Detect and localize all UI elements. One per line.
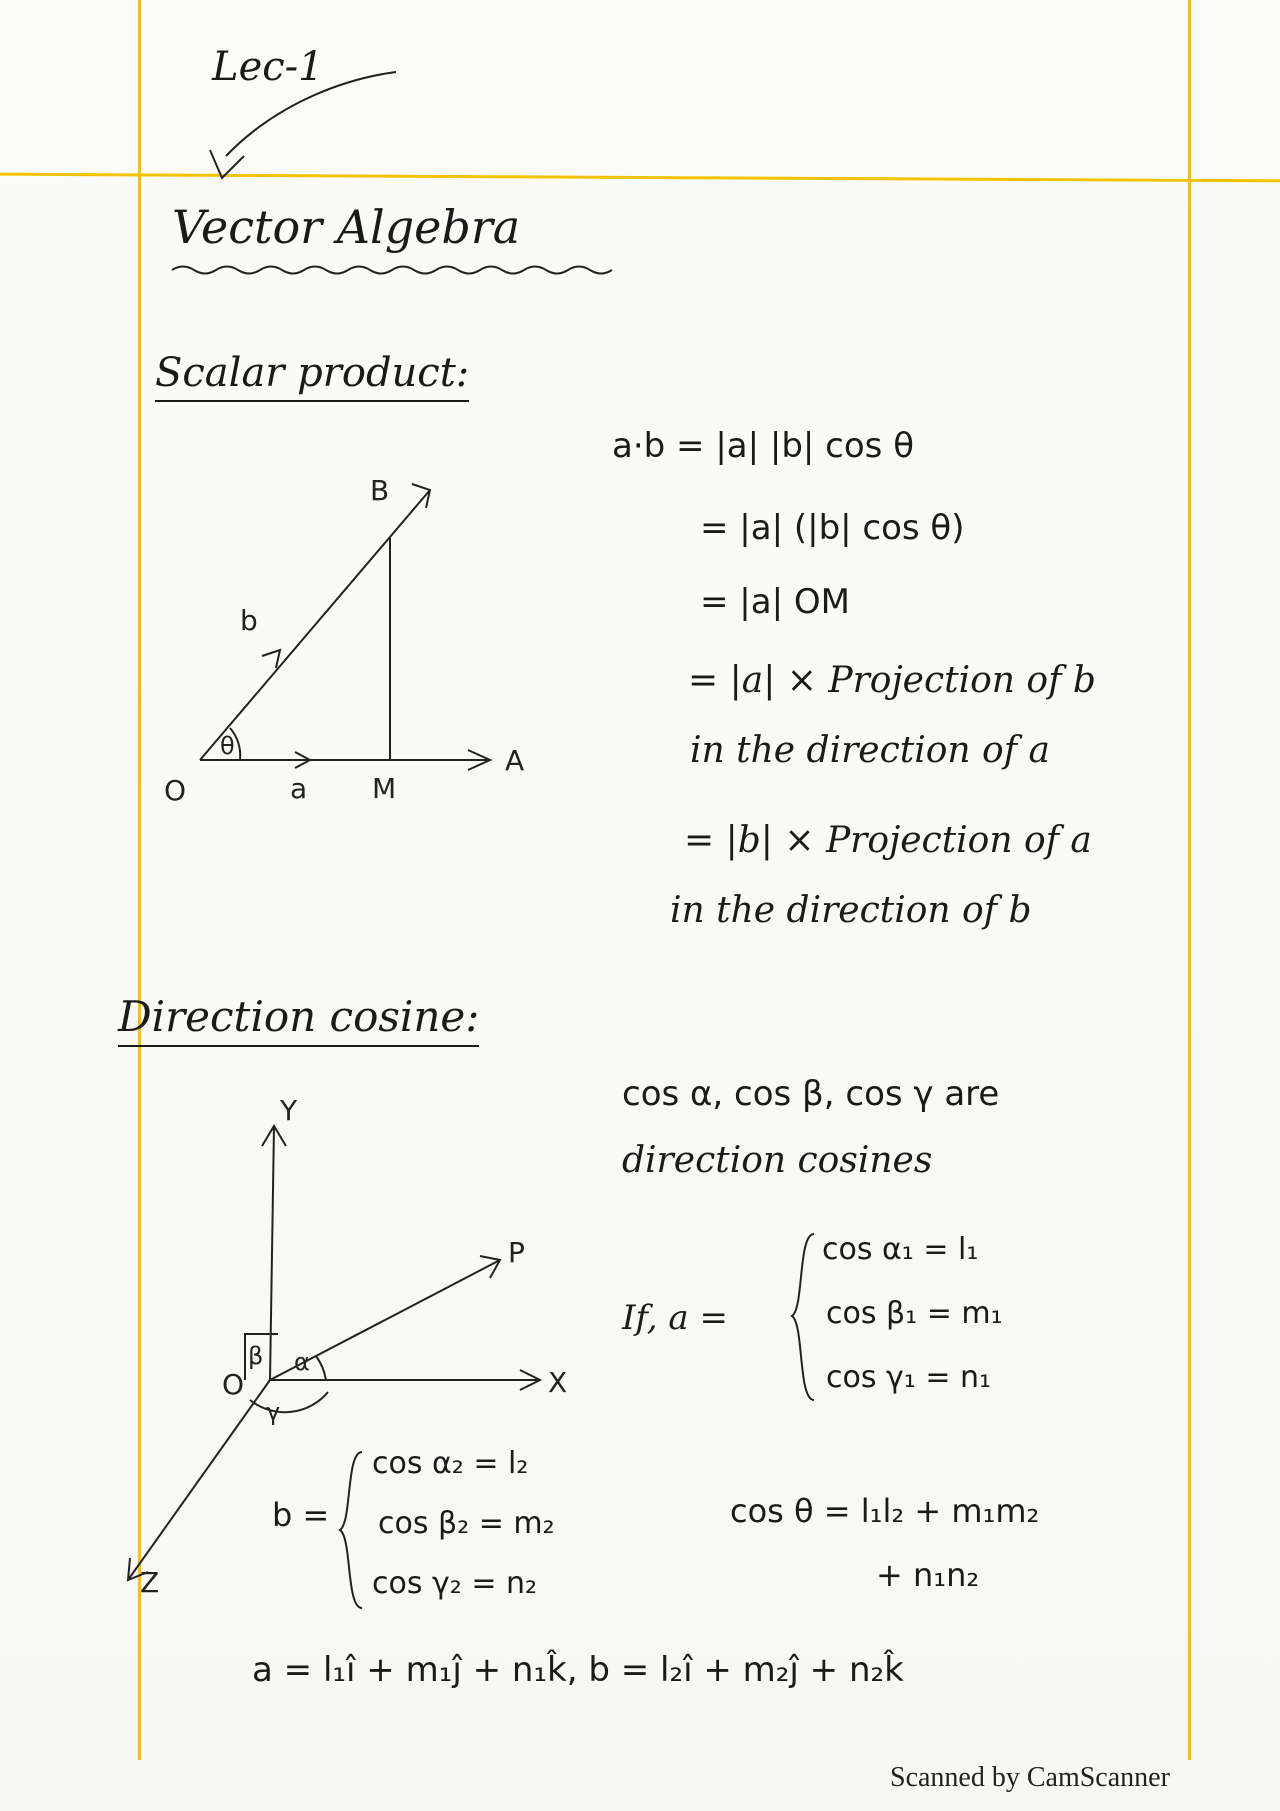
scalar-product-figure [150, 470, 550, 820]
scalar-eq-3: = |a| OM [700, 582, 850, 622]
fig-label-y: Y [280, 1094, 298, 1127]
b-component-n2: cos γ₂ = n₂ [372, 1566, 538, 1601]
b-components-brace [338, 1446, 368, 1616]
fig-label-x: X [548, 1366, 568, 1399]
fig-label-b-vector: b [240, 604, 258, 637]
dc-intro-line1: cos α, cos β, cos γ are [622, 1074, 1000, 1114]
topic-title: Vector Algebra [172, 200, 521, 254]
scalar-eq-4: = |a| × Projection of b [688, 660, 1096, 701]
direction-cosine-heading: Direction cosine: [118, 992, 479, 1047]
a-component-n1: cos γ₁ = n₁ [826, 1360, 992, 1395]
a-component-m1: cos β₁ = m₁ [826, 1296, 1003, 1331]
fig-label-z: Z [140, 1566, 160, 1599]
fig-label-origin: O [164, 774, 187, 807]
scalar-eq-7: in the direction of b [670, 890, 1032, 931]
topic-underline [172, 262, 612, 278]
scalar-eq-1: a·b = |a| |b| cos θ [612, 426, 914, 466]
fig-label-beta: β [248, 1342, 264, 1370]
fig-label-a-point: A [505, 744, 525, 777]
dc-intro-line2: direction cosines [622, 1140, 933, 1181]
dc-b-prefix: b = [272, 1496, 330, 1534]
fig-label-alpha: α [294, 1348, 310, 1376]
fig-label-gamma: γ [266, 1398, 281, 1426]
scalar-eq-2: = |a| (|b| cos θ) [700, 508, 965, 548]
fig-label-m: M [372, 772, 397, 805]
header-margin-line [0, 173, 1280, 183]
scanner-watermark: Scanned by CamScanner [890, 1762, 1170, 1793]
a-component-l1: cos α₁ = l₁ [822, 1232, 979, 1267]
dc-if-prefix: If, a = [622, 1298, 728, 1338]
cos-theta-line2: + n₁n₂ [876, 1556, 980, 1594]
a-components-brace [790, 1228, 820, 1408]
fig-label-a-vector: a [290, 772, 308, 805]
scalar-eq-5: in the direction of a [690, 730, 1050, 771]
lecture-label: Lec-1 [212, 44, 324, 90]
scalar-product-heading: Scalar product: [155, 350, 469, 402]
header-arrow [200, 60, 410, 190]
vector-forms: a = l₁î + m₁ĵ + n₁k̂, b = l₂î + m₂ĵ + n₂k̂ [252, 1650, 904, 1690]
fig-label-theta: θ [220, 732, 235, 760]
fig-label-b-point: B [370, 474, 390, 507]
scalar-eq-6: = |b| × Projection of a [684, 820, 1092, 861]
b-component-m2: cos β₂ = m₂ [378, 1506, 555, 1541]
b-component-l2: cos α₂ = l₂ [372, 1446, 529, 1481]
right-margin-line [1188, 0, 1191, 1760]
fig-label-p: P [508, 1236, 525, 1269]
fig-label-origin-o: O [222, 1368, 245, 1401]
cos-theta-line1: cos θ = l₁l₂ + m₁m₂ [730, 1492, 1040, 1530]
